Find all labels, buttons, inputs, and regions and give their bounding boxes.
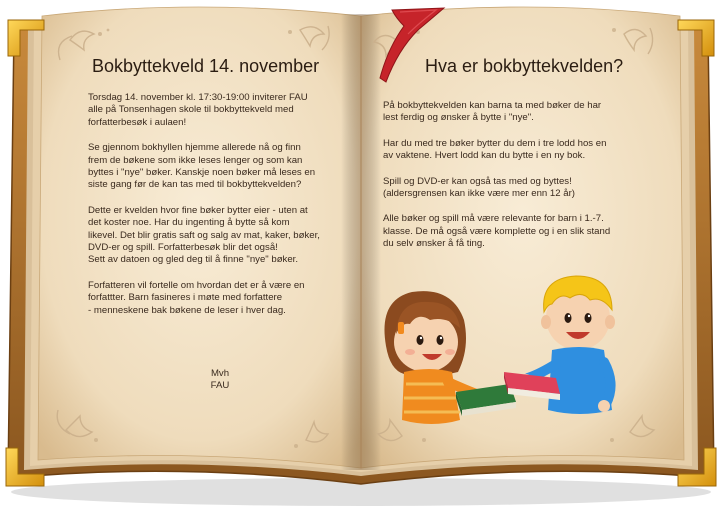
left-paragraph: Forfatteren vil fortelle om hvordan det er å være en forfattter. Barn fasineres i møte med forfattere - menneskene bak bøkene de leser i hver dag. (88, 279, 305, 316)
left-paragraph: Se gjennom bokhyllen hjemme allerede nå og finn frem de bøkene som ikke leses lenger og som kan byttes i "nye" bøker. Kanskje noen bøker må leses en siste gang før de kan tas med til bokbyttekvelden? (88, 142, 316, 191)
signature: Mvh FAU (210, 368, 230, 392)
right-paragraph: Spill og DVD-er kan også tas med og byttes! (aldersgrensen kan ikke være mer enn 12 år) (383, 175, 575, 200)
right-paragraph: Alle bøker og spill må være relevante for barn i 1.-7. klasse. De må også være komplette og i en slik stand du selv ønsker å få ting. (383, 213, 611, 250)
left-page-title: Bokbyttekveld 14. november (92, 56, 320, 76)
left-paragraph: Torsdag 14. november kl. 17:30-19:00 inviterer FAU alle på Tonsenhagen skole til bokbyttekveld med forfatterbesøk i aulaen! (88, 92, 308, 128)
left-page-body (88, 92, 350, 330)
right-paragraph: På bokbyttekvelden kan barna ta med bøker de har lest ferdig og ønsker å bytte i "nye". (383, 100, 602, 124)
right-paragraph: Har du med tre bøker bytter du dem i tre lodd hos en av vaktene. Hvert lodd kan du bytte i en ny bok. (383, 137, 607, 162)
right-page-body (383, 100, 653, 264)
left-paragraph: Dette er kvelden hvor fine bøker bytter eier - uten at det koster noe. Har du ingenting å bytte så kom likevel. Det blir gratis saft og salg av mat, kaker, bøker, DVD-er og spill. Forfatterbesøk blir det også! Sett av datoen og gled deg til å finne "nye" bøker. (88, 204, 320, 266)
right-page-title: Hva er bokbyttekvelden? (425, 56, 624, 76)
